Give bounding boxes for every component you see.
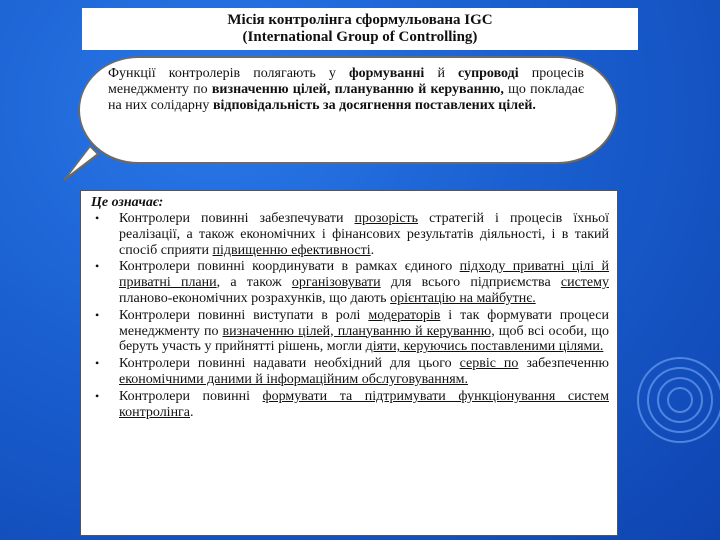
underlined-segment: підходу приватні цілі й приватні плани bbox=[119, 259, 610, 291]
bullet-icon: • bbox=[95, 307, 100, 322]
meaning-list-panel bbox=[80, 190, 618, 536]
bold-segment: відповідальність за досягнення поставлених цілей. bbox=[212, 98, 536, 113]
bold-segment: визначенню цілей, плануванню й керуванню, bbox=[211, 82, 504, 97]
list-item bbox=[91, 389, 609, 421]
list-item bbox=[91, 259, 609, 306]
text-segment: Контролери повинні bbox=[119, 388, 263, 404]
bullet-icon: • bbox=[95, 211, 100, 225]
bold-segment: формуванні bbox=[348, 66, 425, 81]
underlined-segment: підвищенню ефективності bbox=[212, 242, 371, 258]
underlined-segment: організовувати bbox=[291, 275, 381, 291]
underlined-segment: модераторів bbox=[368, 307, 441, 323]
text-segment: процесів менеджменту по bbox=[108, 66, 584, 97]
text-segment: для всього підприємства bbox=[380, 275, 561, 291]
title-line-1: Місія контролінга сформульована IGC bbox=[227, 12, 493, 28]
list-item bbox=[91, 211, 609, 258]
text-segment: , а також bbox=[216, 275, 292, 291]
bullet-icon: • bbox=[95, 388, 100, 403]
text-segment: забезпеченню bbox=[518, 356, 610, 372]
underlined-segment: сервіс по bbox=[459, 356, 519, 372]
text-segment: і так формувати процеси менеджменту по bbox=[119, 307, 609, 339]
list-lead: Це означає: bbox=[91, 195, 164, 210]
list-item bbox=[91, 308, 609, 355]
text-segment: Контролери повинні надавати необхідний для цього bbox=[119, 356, 460, 372]
bullet-icon: • bbox=[95, 356, 100, 371]
underlined-segment: економічними даними й інформаційним обслуговуванням. bbox=[119, 371, 469, 387]
underlined-segment: орієнтацію на майбутнє. bbox=[390, 290, 536, 306]
text-segment: Контролери повинні координувати в рамках єдиного bbox=[119, 259, 460, 275]
text-segment: . bbox=[190, 404, 194, 420]
title-line-2: (International Group of Controlling) bbox=[242, 29, 478, 45]
underlined-segment: діяти, керуючись поставленими цілями. bbox=[365, 339, 604, 355]
text-segment: Функції контролерів полягають у bbox=[108, 66, 349, 81]
mission-statement bbox=[108, 66, 584, 114]
list-item bbox=[91, 356, 609, 388]
underlined-segment: формувати та підтримувати функціонування систем контролінга bbox=[119, 388, 609, 420]
text-segment: стратегій і процесів їхньої реалізації, а також економічних і фінансових результатів діяльності, і в такий спосіб сприяти bbox=[119, 211, 609, 258]
text-segment: й bbox=[424, 66, 459, 81]
bullet-icon: • bbox=[95, 259, 100, 274]
underlined-segment: визначенню цілей, плануванню й керуванню, bbox=[222, 323, 495, 339]
swirl-icon bbox=[600, 340, 720, 460]
slide-title bbox=[82, 8, 638, 50]
text-segment: щоб всі особи, що беруть участь у прийнятті рішень, могли bbox=[119, 323, 609, 355]
text-segment: планово-економічних розрахунків, що дають bbox=[119, 290, 391, 306]
text-segment: . bbox=[370, 242, 375, 258]
text-segment: Контролери повинні забезпечувати bbox=[119, 211, 355, 226]
underlined-segment: прозорість bbox=[354, 211, 419, 226]
text-segment: Контролери повинні виступати в ролі bbox=[119, 307, 369, 323]
bold-segment: супроводі bbox=[458, 66, 519, 81]
underlined-segment: систему bbox=[560, 275, 609, 291]
text-segment: що покладає на них солідарну bbox=[108, 82, 584, 113]
